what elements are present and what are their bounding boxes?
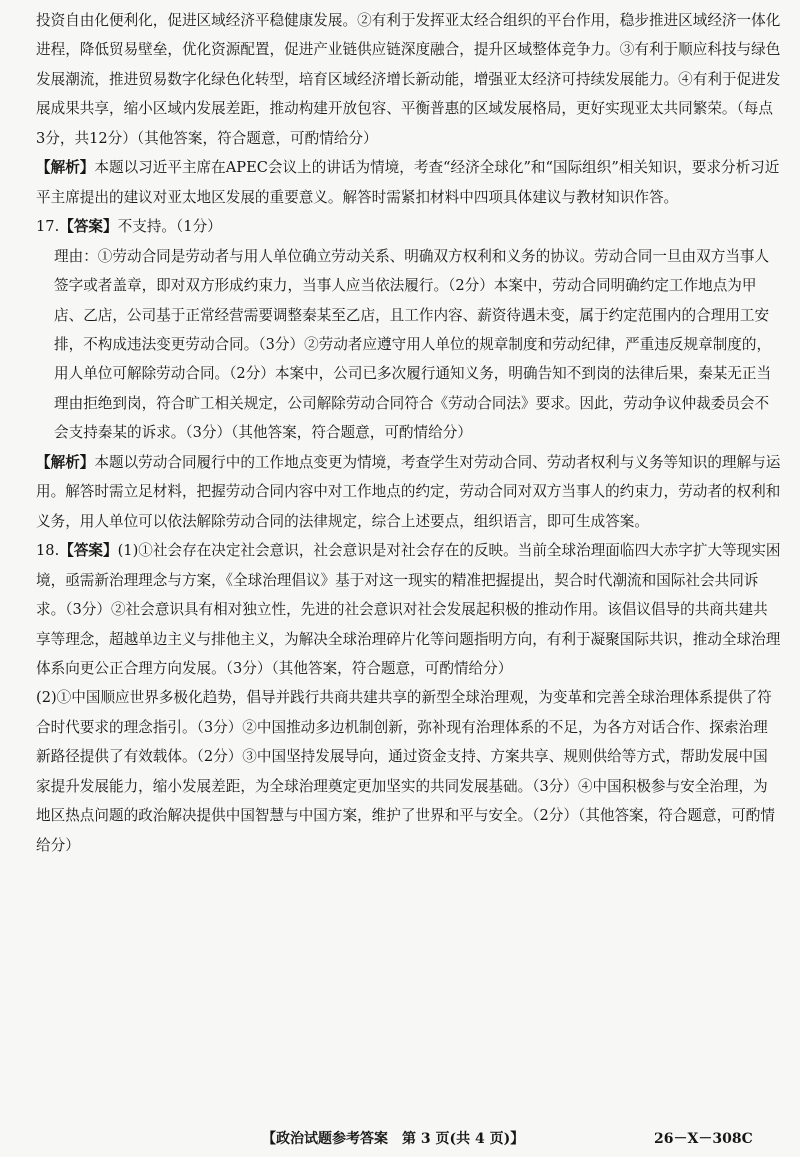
q17-answer <box>36 212 781 241</box>
q16-answer-continuation: 投资自由化便利化，促进区域经济平稳健康发展。②有利于发挥亚太经合组织的平台作用，稳步推进区域经济一体化进程，降低贸易壁垒，优化资源配置，促进产业链供应链深度融合，提升区域整体竞争力。③有利于顺应科技与绿色发展潮流，推进贸易数字化绿色化转型，培育区域经济增长新动能，增强亚太经济可持续发展能力。④有利于促进发展成果共享，缩小区域内发展差距，推动构建开放包容、平衡普惠的区域发展格局，更好实现亚太共同繁荣。（每点3分，共12分）（其他答案，符合题意，可酌情给分） <box>36 12 781 147</box>
q18-part2: (2)①中国顺应世界多极化趋势，倡导并践行共商共建共享的新型全球治理观，为变革和完善全球治理体系提供了符合时代要求的理念指引。（3分）②中国推动多边机制创新，弥补现有治理体系的不足，为各方对话合作、探索治理新路径提供了有效载体。（2分）③中国坚持发展导向，通过资金支持、方案共享、规则供给等方式，帮助发展中国家提升发展能力，缩小发展差距，为全球治理奠定更加坚实的共同发展基础。（3分）④中国积极参与安全治理，为地区热点问题的政治解决提供中国智慧与中国方案，维护了世界和平与安全。（2分）（其他答案，符合题意，可酌情给分） <box>36 689 775 854</box>
footer-page-label: 【政治试题参考答案 第 3 页(共 4 页)】 <box>262 1131 525 1147</box>
answer-tag: 【答案】 <box>59 218 118 236</box>
q18-answer <box>36 536 781 683</box>
answer-tag: 【答案】 <box>59 542 118 560</box>
q17-reason: 理由：①劳动合同是劳动者与用人单位确立劳动关系、明确双方权利和义务的协议。劳动合同一旦由双方当事人签字或者盖章，即对双方形成约束力，当事人应当依法履行。（2分）本案中，劳动合同明确约定工作地点为甲店、乙店，公司基于正常经营需要调整秦某至乙店，且工作内容、薪资待遇未变，属于约定范围内的合理用工安排，不构成违法变更劳动合同。（3分）②劳动者应遵守用人单位的规章制度和劳动纪律，严重违反规章制度的，用人单位可解除劳动合同。（2分）本案中，公司已多次履行通知义务，明确告知不到岗的法律后果，秦某无正当理由拒绝到岗，符合旷工相关规定，公司解除劳动合同符合《劳动合同法》要求。因此，劳动争议仲裁委员会不会支持秦某的诉求。（3分）（其他答案，符合题意，可酌情给分） <box>54 247 772 442</box>
analysis-tag: 【解析】 <box>36 159 95 177</box>
q16-analysis <box>36 153 781 212</box>
footer-exam-code: 26－X－308C <box>654 1131 753 1147</box>
q17-analysis <box>36 448 781 536</box>
page-body <box>36 6 781 860</box>
q16-analysis-text: 本题以习近平主席在APEC会议上的讲话为情境，考查“经济全球化”和“国际组织”相关知识，要求分析习近平主席提出的建议对亚太地区发展的重要意义。解答时需紧扣材料中四项具体建议与教材知识作答。 <box>36 159 780 206</box>
q17-answer-text: 不支持。（1分） <box>117 218 222 236</box>
q17-analysis-text: 本题以劳动合同履行中的工作地点变更为情境，考查学生对劳动合同、劳动者权利与义务等知识的理解与运用。解答时需立足材料，把握劳动合同内容中对工作地点的约定，劳动合同对双方当事人的约束力，劳动者的权利和义务，用人单位可以依法解除劳动合同的法律规定，综合上述要点，组织语言，即可生成答案。 <box>36 453 781 530</box>
q18-number: 18. <box>36 542 60 560</box>
q18-part1-text: (1)①社会存在决定社会意识，社会意识是对社会存在的反映。当前全球治理面临四大赤字扩大等现实困境，亟需新治理理念与方案，《全球治理倡议》基于对这一现实的精准把握提出，契合时代潮流和国际社会共同诉求。（3分）②社会意识具有相对独立性，先进的社会意识对社会发展起积极的推动作用。该倡议倡导的共商共建共享等理念，超越单边主义与排他主义，为解决全球治理碎片化等问题指明方向，有利于凝聚国际共识，推动全球治理体系向更公正合理方向发展。（3分）（其他答案，符合题意，可酌情给分） <box>36 542 781 677</box>
page-footer <box>0 1122 800 1152</box>
analysis-tag: 【解析】 <box>36 453 95 471</box>
q17-number: 17. <box>36 218 60 236</box>
